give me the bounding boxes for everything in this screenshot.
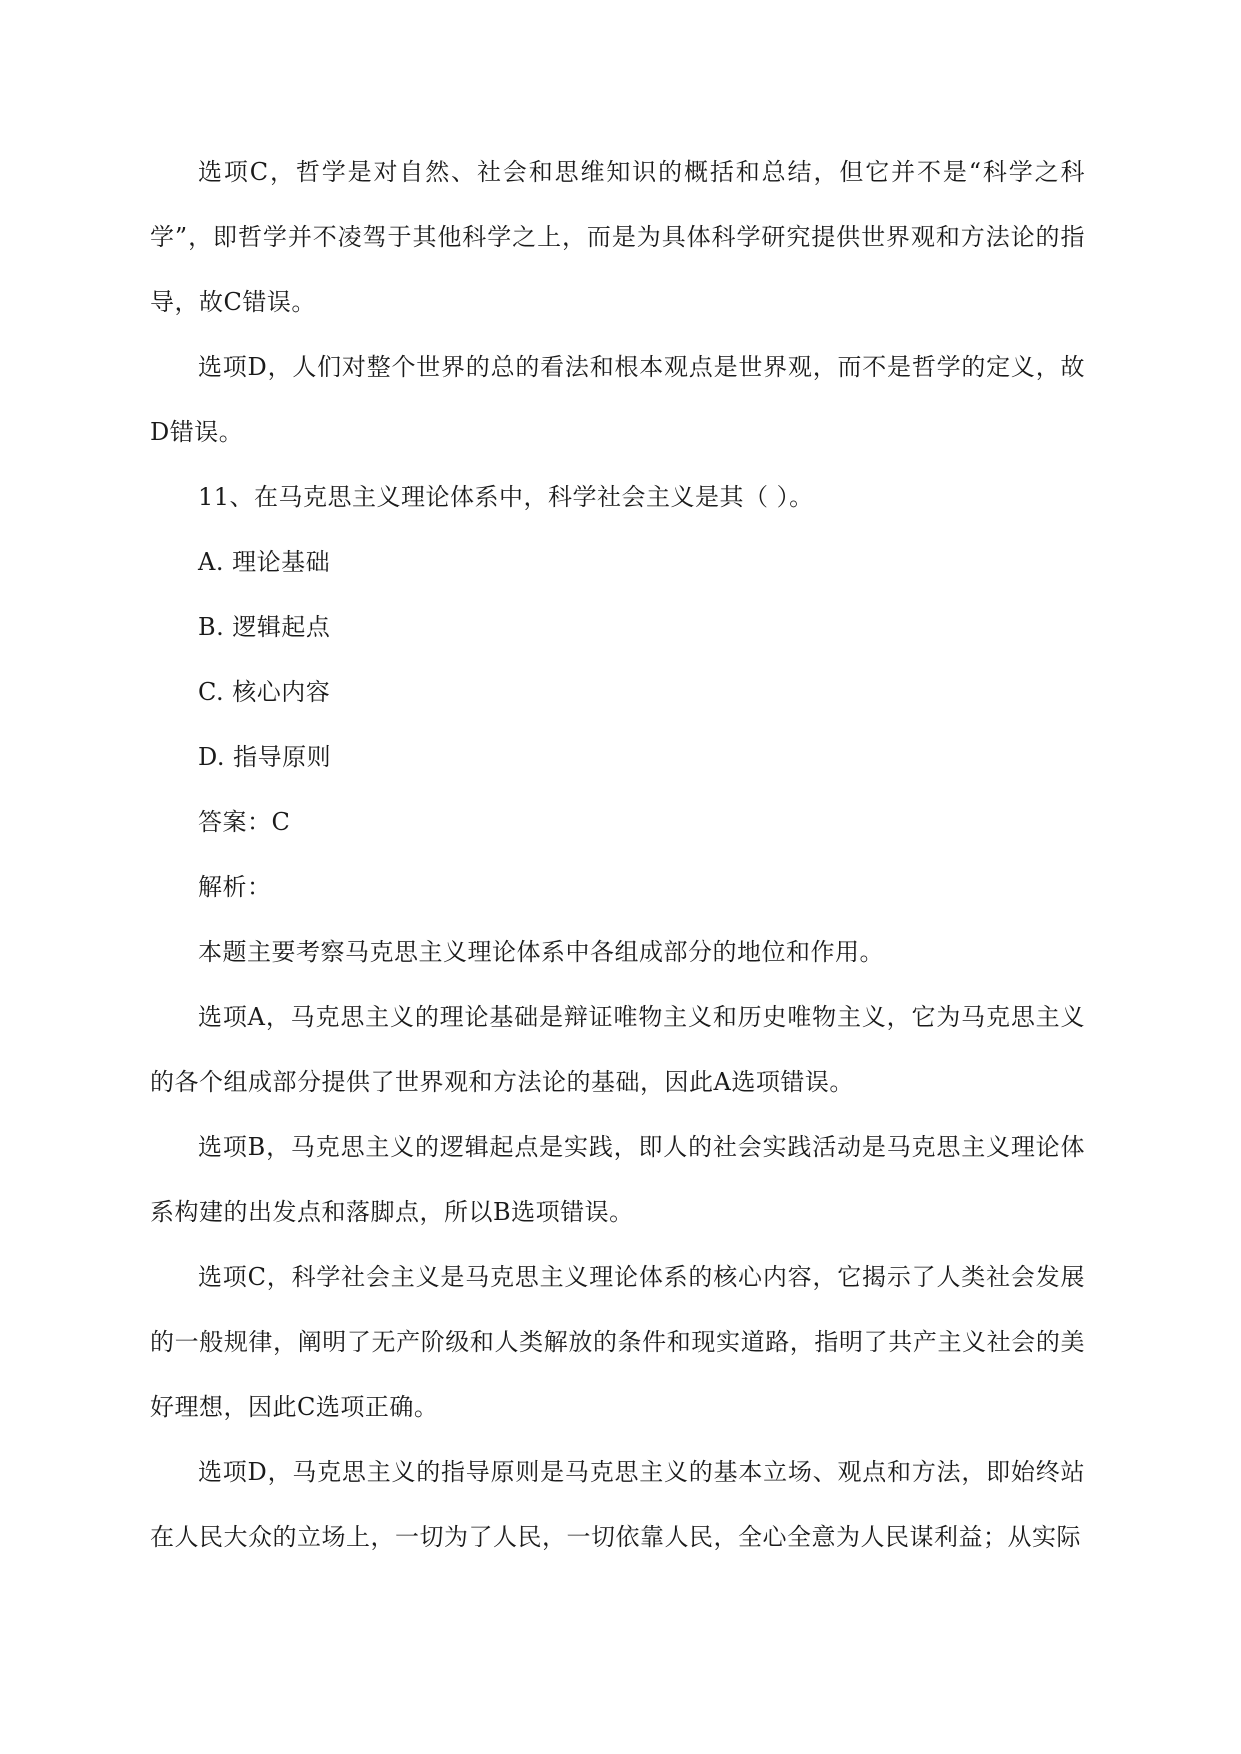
analysis-option-a: 选项A，马克思主义的理论基础是辩证唯物主义和历史唯物主义，它为马克思主义的各个组成部分提供了世界观和方法论的基础，因此A选项错误。: [150, 1003, 1085, 1096]
analysis-option-b: 选项B，马克思主义的逻辑起点是实践，即人的社会实践活动是马克思主义理论体系构建的出发点和落脚点，所以B选项错误。: [150, 1133, 1085, 1226]
question-option-b: B. 逻辑起点: [198, 613, 331, 641]
analysis-option-d: 选项D，马克思主义的指导原则是马克思主义的基本立场、观点和方法，即始终站在人民大众的立场上，一切为了人民，一切依靠人民，全心全意为人民谋利益；从实际: [150, 1458, 1085, 1551]
question-option-c: C. 核心内容: [198, 678, 331, 706]
analysis-intro: 本题主要考察马克思主义理论体系中各组成部分的地位和作用。: [198, 938, 884, 966]
analysis-option-c: 选项C，科学社会主义是马克思主义理论体系的核心内容，它揭示了人类社会发展的一般规律，阐明了无产阶级和人类解放的条件和现实道路，指明了共产主义社会的美好理想，因此C选项正确。: [150, 1263, 1085, 1421]
answer-line: 答案：C: [198, 808, 291, 836]
question-option-a: A. 理论基础: [198, 548, 331, 576]
question-option-d: D. 指导原则: [198, 743, 332, 771]
analysis-label: 解析：: [198, 873, 272, 901]
question-stem: 11、在马克思主义理论体系中，科学社会主义是其（ ）。: [198, 483, 814, 511]
page-content: [150, 140, 1085, 1570]
paragraph-option-d-previous: 选项D，人们对整个世界的总的看法和根本观点是世界观，而不是哲学的定义，故D错误。: [150, 353, 1085, 446]
paragraph-option-c-previous: 选项C，哲学是对自然、社会和思维知识的概括和总结，但它并不是“科学之科学”，即哲学并不凌驾于其他科学之上，而是为具体科学研究提供世界观和方法论的指导，故C错误。: [150, 158, 1085, 316]
